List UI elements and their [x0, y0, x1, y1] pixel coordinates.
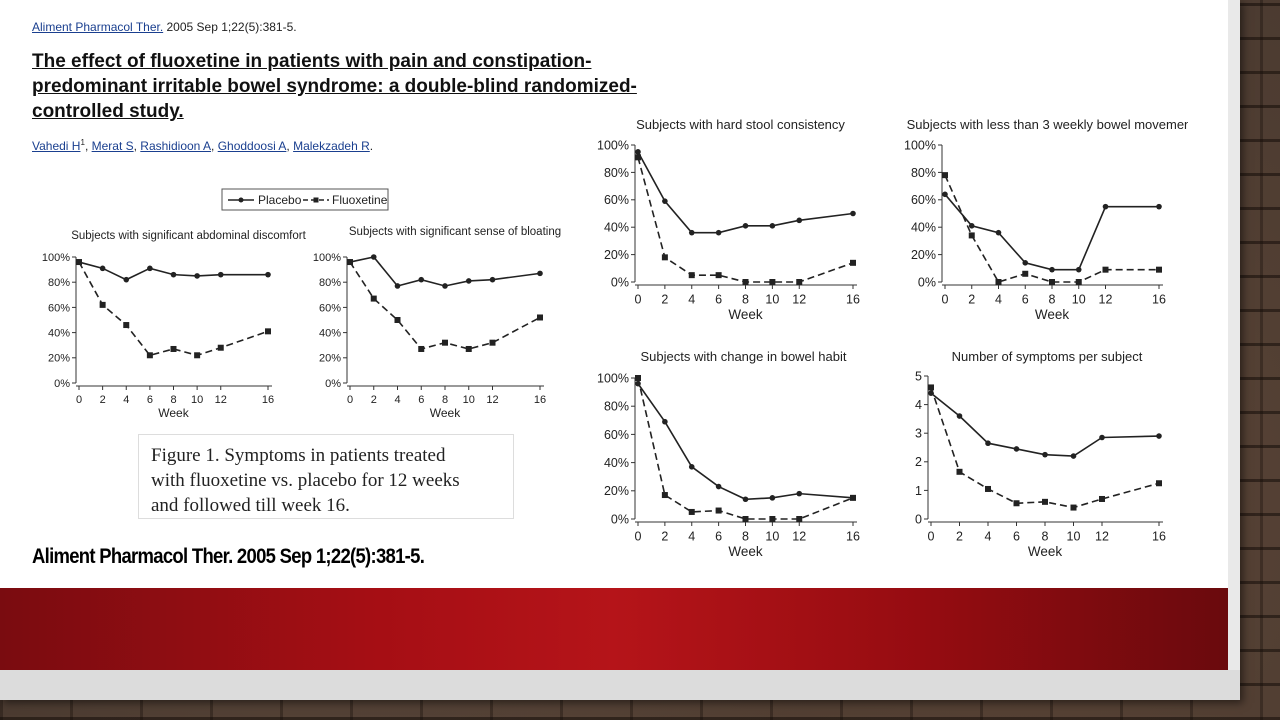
x-tick-label: 0 — [75, 394, 83, 406]
x-tick-label: 0 — [634, 529, 642, 544]
paper-title[interactable]: The effect of fluoxetine in patients with pain and constipation-predominant irritable bowel syndrome: a double-blind randomized-controlled study. — [32, 51, 637, 122]
author-separator: , — [286, 139, 294, 153]
x-tick-label: 10 — [462, 394, 475, 406]
y-tick-label: 60% — [603, 427, 629, 442]
y-tick-label: 2 — [915, 455, 922, 470]
placebo-point — [218, 272, 224, 278]
y-tick-label: 60% — [910, 193, 936, 208]
fluoxetine-point — [635, 154, 641, 160]
author-separator: . — [369, 139, 374, 153]
chart-4 — [597, 349, 860, 559]
placebo-point — [194, 273, 200, 279]
fluoxetine-point — [100, 302, 106, 308]
legend-placebo-label: Placebo — [258, 193, 302, 207]
series-fluoxetine-line — [638, 157, 853, 282]
x-tick-label: 10 — [765, 529, 780, 544]
x-axis-label: Week — [728, 544, 763, 559]
x-tick-label: 0 — [634, 292, 642, 307]
fluoxetine-point — [1103, 267, 1109, 273]
fluoxetine-point — [716, 508, 722, 514]
author-separator: , — [211, 139, 218, 153]
x-axis-label: Week — [1027, 544, 1063, 559]
author-link[interactable]: Vahedi H — [32, 139, 81, 153]
journal-date: 2005 Sep 1;22(5):381-5. — [163, 20, 297, 34]
fluoxetine-point — [969, 232, 975, 238]
placebo-point — [635, 149, 641, 155]
placebo-point — [743, 496, 749, 502]
y-tick-label: 100% — [597, 371, 629, 386]
fluoxetine-point — [716, 272, 722, 278]
placebo-point — [689, 230, 695, 236]
y-tick-label: 80% — [47, 277, 70, 290]
x-tick-label: 6 — [146, 394, 153, 406]
fluoxetine-point — [1156, 267, 1162, 273]
x-tick-label: 6 — [418, 394, 425, 406]
placebo-point — [716, 230, 722, 236]
chart-5 — [915, 349, 1166, 559]
y-tick-label: 20% — [603, 247, 629, 262]
y-tick-label: 100% — [312, 251, 341, 264]
y-tick-label: 5 — [915, 369, 922, 384]
legend-fluoxetine-label: Fluoxetine — [332, 193, 388, 207]
series-placebo-line — [350, 257, 540, 286]
y-tick-label: 40% — [910, 220, 936, 235]
fluoxetine-point — [1042, 499, 1048, 505]
placebo-point — [796, 491, 802, 497]
x-tick-label: 16 — [1152, 292, 1166, 307]
x-tick-label: 4 — [394, 394, 401, 406]
y-tick-label: 40% — [603, 220, 629, 235]
fluoxetine-point — [662, 254, 668, 260]
series-placebo-line — [931, 393, 1159, 456]
fluoxetine-point — [418, 346, 424, 352]
placebo-point — [662, 419, 668, 425]
placebo-point — [1049, 267, 1055, 273]
slide-bottom-strip — [0, 670, 1240, 700]
y-tick-label: 60% — [47, 302, 70, 315]
fluoxetine-point — [796, 516, 802, 522]
fluoxetine-point — [942, 172, 948, 178]
placebo-point — [147, 266, 153, 272]
fluoxetine-point — [171, 346, 177, 352]
y-tick-label: 0% — [917, 275, 936, 290]
x-tick-label: 10 — [1066, 529, 1081, 544]
placebo-point — [770, 495, 776, 501]
x-tick-label: 8 — [1041, 529, 1049, 544]
placebo-point — [969, 223, 975, 229]
citation-text: Aliment Pharmacol Ther. 2005 Sep 1;22(5):381-5. — [32, 545, 425, 568]
placebo-point — [996, 230, 1002, 236]
fluoxetine-point — [689, 272, 695, 278]
chart-title: Subjects with significant abdominal discomfort — [71, 230, 306, 242]
legend — [222, 189, 388, 210]
chart-3 — [904, 117, 1188, 322]
y-tick-label: 40% — [47, 327, 70, 340]
fluoxetine-point — [928, 384, 934, 390]
y-tick-label: 40% — [603, 455, 629, 470]
fluoxetine-point — [1022, 271, 1028, 277]
x-axis-label: Week — [1034, 307, 1070, 322]
fluoxetine-point — [442, 340, 448, 346]
chart-title: Subjects with less than 3 weekly bowel movements — [906, 117, 1188, 132]
y-tick-label: 40% — [318, 327, 341, 340]
fluoxetine-point — [395, 317, 401, 323]
fluoxetine-point — [218, 345, 224, 351]
fluoxetine-point — [985, 486, 991, 492]
placebo-point — [171, 272, 177, 278]
y-tick-label: 60% — [603, 193, 629, 208]
y-tick-label: 80% — [318, 277, 341, 290]
y-tick-label: 20% — [47, 352, 70, 365]
placebo-point — [1071, 453, 1077, 459]
author-affiliation: 1 — [80, 138, 85, 147]
x-tick-label: 8 — [742, 292, 749, 307]
x-tick-label: 12 — [1098, 292, 1113, 307]
placebo-point — [442, 283, 448, 289]
placebo-point — [466, 278, 472, 284]
x-tick-label: 16 — [846, 292, 860, 307]
y-tick-label: 1 — [915, 483, 922, 498]
placebo-point — [770, 223, 776, 229]
placebo-point — [490, 277, 496, 283]
x-tick-label: 10 — [1071, 292, 1086, 307]
x-tick-label: 8 — [441, 394, 449, 406]
y-tick-label: 4 — [915, 397, 922, 412]
x-tick-label: 6 — [715, 292, 723, 307]
y-tick-label: 0% — [610, 275, 629, 290]
x-tick-label: 8 — [1048, 292, 1056, 307]
fluoxetine-point — [689, 509, 695, 515]
fluoxetine-point — [743, 279, 749, 285]
red-footer-band — [0, 588, 1228, 670]
figure-right-svg — [585, 106, 1188, 576]
chart-title: Subjects with hard stool consistency — [636, 117, 845, 132]
fluoxetine-point — [957, 469, 963, 475]
author-separator: , — [133, 139, 141, 153]
series-fluoxetine-line — [945, 175, 1159, 282]
x-tick-label: 16 — [261, 394, 275, 406]
y-tick-label: 80% — [603, 399, 629, 414]
fluoxetine-point — [743, 516, 749, 522]
chart-title: Subjects with change in bowel habit — [640, 349, 847, 364]
fluoxetine-point — [850, 260, 856, 266]
x-tick-label: 16 — [846, 529, 860, 544]
series-fluoxetine-line — [350, 262, 540, 349]
placebo-point — [418, 277, 424, 283]
x-tick-label: 0 — [941, 292, 949, 307]
figure-caption-box — [138, 434, 514, 519]
x-tick-label: 6 — [1013, 529, 1020, 544]
fluoxetine-point — [796, 279, 802, 285]
y-tick-label: 80% — [910, 165, 936, 180]
x-tick-label: 12 — [792, 529, 807, 544]
y-tick-label: 60% — [318, 302, 341, 315]
fluoxetine-point — [1076, 279, 1082, 285]
x-tick-label: 2 — [99, 394, 106, 406]
series-placebo-line — [638, 152, 853, 233]
placebo-point — [537, 271, 543, 277]
x-tick-label: 2 — [956, 529, 963, 544]
placebo-point — [942, 192, 948, 198]
y-tick-label: 100% — [904, 138, 936, 153]
placebo-point — [1156, 433, 1162, 439]
fluoxetine-point — [1049, 279, 1055, 285]
y-tick-label: 100% — [597, 138, 629, 153]
legend-placebo-marker — [239, 198, 244, 203]
placebo-point — [1103, 204, 1109, 210]
x-tick-label: 2 — [661, 292, 669, 307]
fluoxetine-point — [347, 259, 353, 265]
x-tick-label: 12 — [214, 394, 227, 406]
placebo-point — [689, 464, 695, 470]
series-placebo-line — [945, 194, 1159, 269]
y-tick-label: 0% — [54, 377, 70, 390]
author-link[interactable]: Merat S — [91, 139, 134, 153]
placebo-point — [395, 283, 401, 289]
x-tick-label: 12 — [1095, 529, 1109, 544]
x-tick-label: 12 — [792, 292, 807, 307]
fluoxetine-point — [466, 346, 472, 352]
placebo-point — [850, 211, 856, 217]
figure-right-panel — [585, 106, 1188, 576]
placebo-point — [1076, 267, 1082, 273]
placebo-point — [796, 218, 802, 224]
fluoxetine-point — [490, 340, 496, 346]
x-axis-label: Week — [429, 406, 461, 420]
placebo-point — [1022, 260, 1028, 266]
x-tick-label: 6 — [1021, 292, 1029, 307]
y-tick-label: 100% — [41, 251, 70, 264]
author-link[interactable]: Rashidioon A — [140, 139, 212, 153]
legend-fluoxetine-marker — [314, 198, 319, 203]
fluoxetine-point — [662, 492, 668, 498]
placebo-point — [716, 484, 722, 490]
fluoxetine-point — [76, 259, 82, 265]
journal-reference — [32, 20, 297, 34]
x-tick-label: 16 — [533, 394, 547, 406]
x-tick-label: 10 — [191, 394, 204, 406]
placebo-point — [1014, 446, 1020, 452]
placebo-point — [1156, 204, 1162, 210]
fluoxetine-point — [1156, 480, 1162, 486]
fluoxetine-point — [265, 328, 271, 334]
x-tick-label: 8 — [170, 394, 177, 406]
y-tick-label: 3 — [915, 426, 922, 441]
x-tick-label: 4 — [688, 529, 696, 544]
journal-name-link[interactable]: Aliment Pharmacol Ther. — [32, 20, 164, 34]
x-tick-label: 10 — [765, 292, 780, 307]
fluoxetine-point — [147, 352, 153, 358]
x-axis-label: Week — [728, 307, 763, 322]
fluoxetine-point — [194, 352, 200, 358]
fluoxetine-point — [123, 322, 129, 328]
series-placebo-line — [638, 384, 853, 500]
placebo-point — [371, 254, 377, 260]
fluoxetine-point — [996, 279, 1002, 285]
fluoxetine-point — [769, 279, 775, 285]
placebo-point — [1042, 452, 1048, 458]
fluoxetine-point — [850, 495, 856, 501]
fluoxetine-point — [537, 314, 543, 320]
figure-left-panel — [28, 180, 568, 426]
placebo-point — [123, 277, 129, 283]
y-tick-label: 20% — [603, 484, 629, 499]
author-list — [32, 138, 373, 153]
placebo-point — [957, 413, 963, 419]
figure-left-svg — [28, 180, 568, 426]
placebo-point — [1099, 435, 1105, 441]
y-tick-label: 80% — [603, 165, 629, 180]
chart-0 — [42, 230, 307, 420]
x-tick-label: 2 — [370, 394, 377, 406]
chart-title: Subjects with significant sense of bloating — [348, 226, 562, 238]
placebo-point — [662, 198, 668, 204]
chart-2 — [597, 117, 860, 322]
x-tick-label: 4 — [995, 292, 1002, 307]
x-tick-label: 6 — [715, 529, 723, 544]
chart-title: Number of symptoms per subject — [951, 349, 1143, 364]
x-tick-label: 4 — [123, 394, 130, 406]
x-tick-label: 2 — [661, 529, 669, 544]
fluoxetine-point — [635, 375, 641, 381]
fluoxetine-point — [1071, 505, 1077, 511]
chart-1 — [313, 226, 561, 420]
placebo-point — [985, 440, 991, 446]
series-fluoxetine-line — [931, 387, 1159, 507]
x-tick-label: 8 — [742, 529, 749, 544]
author-separator: , — [84, 139, 92, 153]
y-tick-label: 0% — [325, 377, 341, 390]
placebo-point — [100, 266, 106, 272]
x-tick-label: 16 — [1152, 529, 1166, 544]
y-tick-label: 0% — [610, 512, 629, 527]
x-tick-label: 2 — [968, 292, 976, 307]
placebo-point — [265, 272, 271, 278]
author-link[interactable]: Malekzadeh R — [293, 139, 370, 153]
fluoxetine-point — [1099, 496, 1105, 502]
x-tick-label: 0 — [346, 394, 354, 406]
x-tick-label: 0 — [927, 529, 935, 544]
fluoxetine-point — [1014, 500, 1020, 506]
x-tick-label: 4 — [984, 529, 992, 544]
fluoxetine-point — [769, 516, 775, 522]
x-tick-label: 12 — [486, 394, 499, 406]
y-tick-label: 20% — [910, 247, 936, 262]
y-tick-label: 0 — [915, 512, 922, 527]
placebo-point — [743, 223, 749, 229]
y-tick-label: 20% — [318, 352, 341, 365]
x-tick-label: 4 — [688, 292, 696, 307]
author-link[interactable]: Ghoddoosi A — [217, 139, 287, 153]
x-axis-label: Week — [158, 406, 189, 420]
fluoxetine-point — [371, 296, 377, 302]
figure-caption: Figure 1. Symptoms in patients treated with fluoxetine vs. placebo for 12 weeks and followed till week 16. — [151, 445, 460, 516]
